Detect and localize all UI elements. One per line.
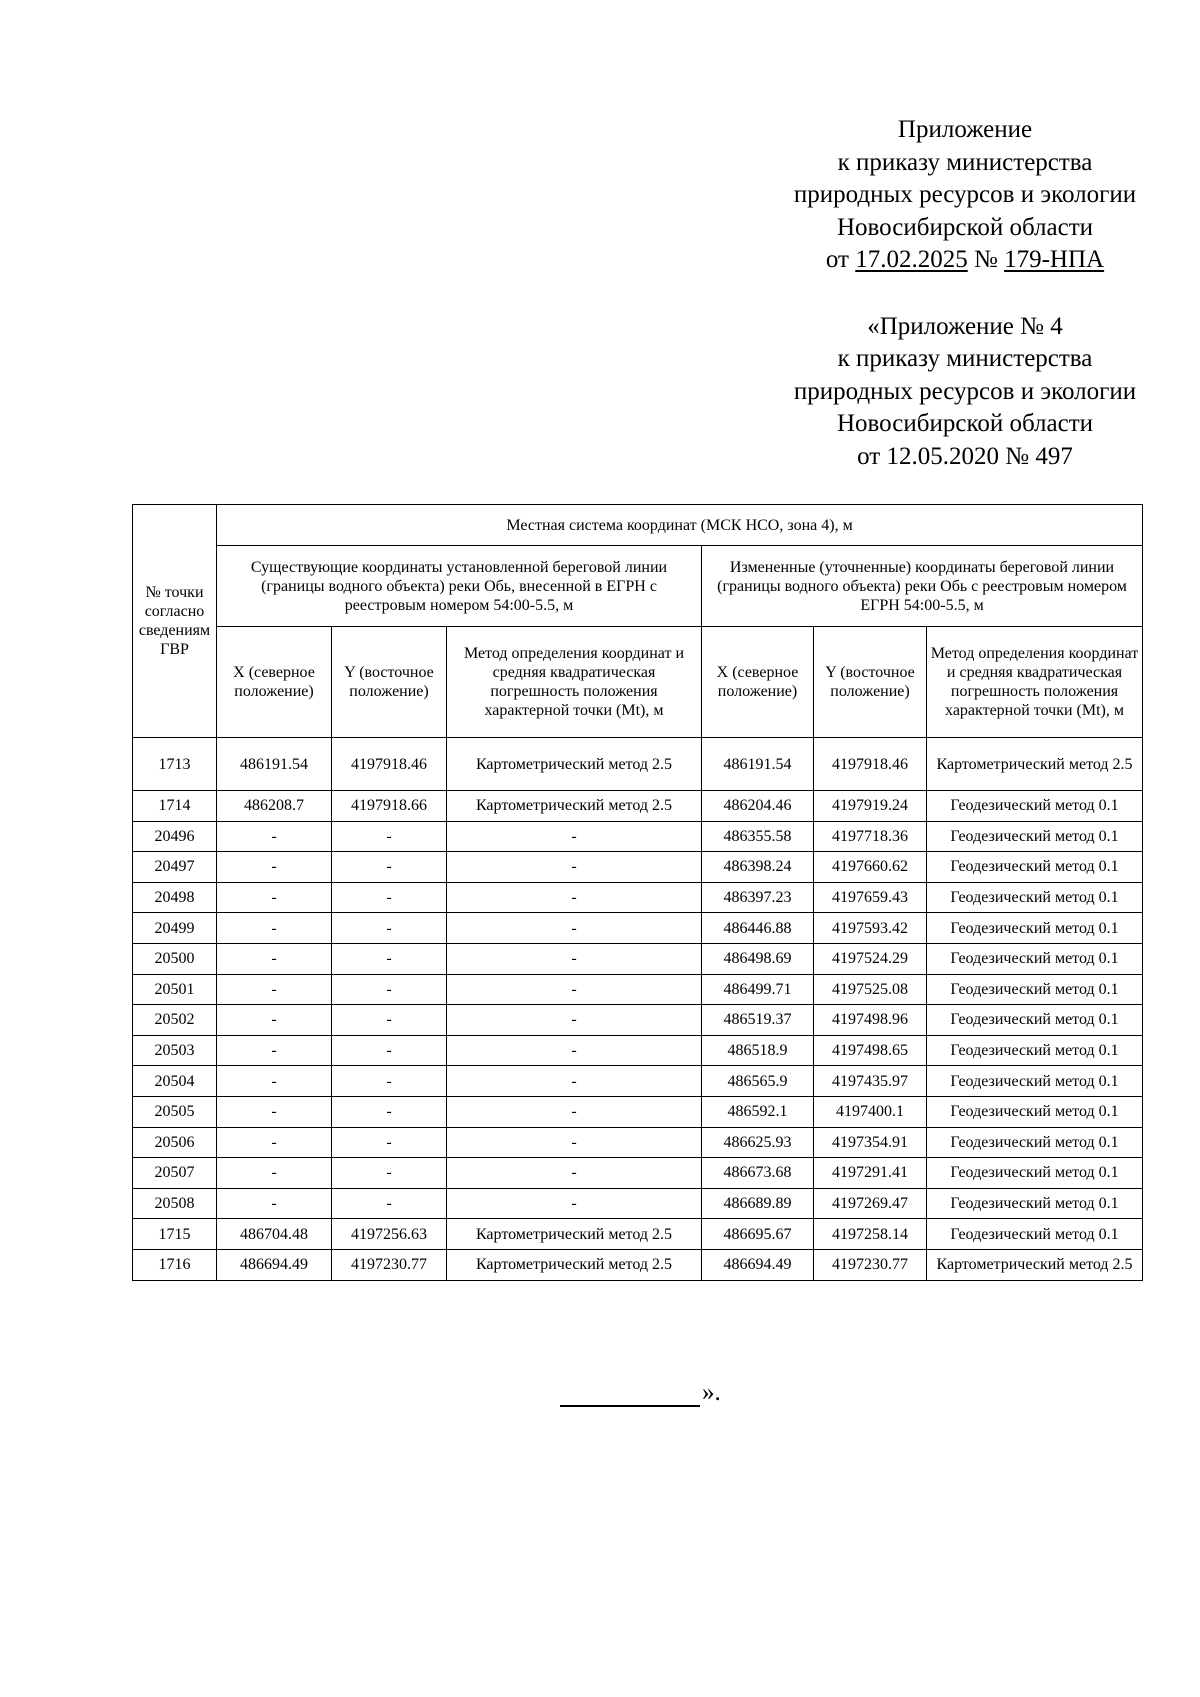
cell-existing-x: - — [217, 913, 332, 944]
cell-existing-x: 486704.48 — [217, 1219, 332, 1250]
cell-existing-method: Картометрический метод 2.5 — [447, 1219, 702, 1250]
cell-changed-x: 486355.58 — [702, 821, 814, 852]
cell-changed-method: Геодезический метод 0.1 — [927, 1066, 1143, 1097]
order-reference-line — [740, 244, 1190, 277]
cell-existing-y: - — [332, 913, 447, 944]
cell-changed-method: Геодезический метод 0.1 — [927, 1158, 1143, 1189]
cell-changed-method: Картометрический метод 2.5 — [927, 1249, 1143, 1280]
cell-changed-x: 486689.89 — [702, 1188, 814, 1219]
cell-existing-method: - — [447, 1188, 702, 1219]
header-line: Приложение — [897, 116, 1033, 143]
cell-changed-method: Геодезический метод 0.1 — [927, 1188, 1143, 1219]
cell-point-number: 1715 — [133, 1219, 217, 1250]
table-row — [133, 791, 1143, 822]
cell-point-number: 20505 — [133, 1096, 217, 1127]
cell-point-number: 20496 — [133, 821, 217, 852]
table-row — [133, 974, 1143, 1005]
cell-existing-x: - — [217, 882, 332, 913]
cell-existing-y: - — [332, 1035, 447, 1066]
cell-existing-x: - — [217, 1188, 332, 1219]
table-row — [133, 1066, 1143, 1097]
cell-changed-y: 4197269.47 — [814, 1188, 927, 1219]
cell-point-number: 20504 — [133, 1066, 217, 1097]
cell-point-number: 20498 — [133, 882, 217, 913]
cell-existing-x: - — [217, 1158, 332, 1189]
cell-existing-y: 4197918.66 — [332, 791, 447, 822]
order-header — [740, 114, 1190, 473]
cell-changed-y: 4197498.65 — [814, 1035, 927, 1066]
cell-changed-x: 486397.23 — [702, 882, 814, 913]
annex-line: «Приложение № 4 — [867, 312, 1063, 340]
cell-changed-method: Геодезический метод 0.1 — [927, 1219, 1143, 1250]
cell-existing-method: - — [447, 974, 702, 1005]
cell-existing-method: - — [447, 1035, 702, 1066]
cell-existing-method: - — [447, 1096, 702, 1127]
column-header-existing-coordinates: Существующие координаты установленной береговой линии (границы водного объекта) реки Обь, внесенной в ЕГРН с реестровым номером 54:00-5.5, м — [217, 546, 702, 627]
cell-existing-y: 4197918.46 — [332, 738, 447, 791]
cell-changed-x: 486398.24 — [702, 852, 814, 883]
cell-existing-method: - — [447, 1127, 702, 1158]
cell-changed-x: 486498.69 — [702, 943, 814, 974]
cell-changed-x: 486625.93 — [702, 1127, 814, 1158]
column-header-changed-coordinates: Измененные (уточненные) координаты береговой линии (границы водного объекта) реки Обь с реестровым номером ЕГРН 54:00-5.5, м — [702, 546, 1143, 627]
cell-existing-x: - — [217, 1035, 332, 1066]
cell-changed-method: Геодезический метод 0.1 — [927, 882, 1143, 913]
cell-changed-y: 4197593.42 — [814, 913, 927, 944]
table-body — [133, 738, 1143, 1281]
cell-changed-y: 4197918.46 — [814, 738, 927, 791]
cell-changed-method: Геодезический метод 0.1 — [927, 913, 1143, 944]
cell-point-number: 20507 — [133, 1158, 217, 1189]
cell-changed-x: 486518.9 — [702, 1035, 814, 1066]
cell-changed-x: 486204.46 — [702, 791, 814, 822]
column-header-existing-x: X (северное положение) — [217, 627, 332, 738]
cell-existing-x: - — [217, 1066, 332, 1097]
cell-existing-method: Картометрический метод 2.5 — [447, 791, 702, 822]
cell-changed-x: 486695.67 — [702, 1219, 814, 1250]
cell-changed-method: Геодезический метод 0.1 — [927, 1127, 1143, 1158]
cell-point-number: 1716 — [133, 1249, 217, 1280]
cell-changed-y: 4197524.29 — [814, 943, 927, 974]
cell-existing-y: - — [332, 943, 447, 974]
header-spacer — [740, 277, 1190, 311]
cell-point-number: 20497 — [133, 852, 217, 883]
table-row — [133, 1035, 1143, 1066]
cell-existing-x: 486694.49 — [217, 1249, 332, 1280]
header-line: Новосибирской области — [836, 213, 1094, 241]
table-row — [133, 1219, 1143, 1250]
table-row — [133, 1096, 1143, 1127]
cell-existing-y: - — [332, 1127, 447, 1158]
cell-point-number: 20506 — [133, 1127, 217, 1158]
cell-changed-y: 4197291.41 — [814, 1158, 927, 1189]
cell-changed-x: 486592.1 — [702, 1096, 814, 1127]
cell-existing-method: - — [447, 821, 702, 852]
cell-changed-x: 486519.37 — [702, 1005, 814, 1036]
cell-existing-x: - — [217, 1005, 332, 1036]
cell-existing-method: - — [447, 943, 702, 974]
cell-existing-x: - — [217, 821, 332, 852]
cell-existing-y: - — [332, 852, 447, 883]
cell-changed-method: Геодезический метод 0.1 — [927, 974, 1143, 1005]
cell-point-number: 20503 — [133, 1035, 217, 1066]
cell-existing-y: - — [332, 882, 447, 913]
cell-changed-y: 4197659.43 — [814, 882, 927, 913]
cell-existing-y: 4197256.63 — [332, 1219, 447, 1250]
cell-existing-x: 486208.7 — [217, 791, 332, 822]
cell-changed-x: 486446.88 — [702, 913, 814, 944]
cell-existing-y: 4197230.77 — [332, 1249, 447, 1280]
annex-line: к приказу министерства — [837, 345, 1093, 372]
cell-changed-method: Геодезический метод 0.1 — [927, 852, 1143, 883]
cell-existing-x: - — [217, 1127, 332, 1158]
cell-changed-x: 486191.54 — [702, 738, 814, 791]
table-row — [133, 852, 1143, 883]
table-row — [133, 1249, 1143, 1280]
order-prefix: от — [825, 246, 856, 273]
cell-existing-method: - — [447, 1066, 702, 1097]
column-header-changed-method: Метод определения координат и средняя квадратическая погрешность положения характерной точки (Mt), м — [927, 627, 1143, 738]
column-header-changed-x: X (северное положение) — [702, 627, 814, 738]
cell-changed-method: Геодезический метод 0.1 — [927, 1035, 1143, 1066]
table-row — [133, 738, 1143, 791]
cell-changed-method: Геодезический метод 0.1 — [927, 943, 1143, 974]
cell-existing-x: - — [217, 852, 332, 883]
table-row — [133, 943, 1143, 974]
signature-blank-line — [560, 1379, 700, 1407]
cell-existing-method: - — [447, 1005, 702, 1036]
table-row — [133, 1005, 1143, 1036]
cell-changed-y: 4197230.77 — [814, 1249, 927, 1280]
cell-point-number: 20499 — [133, 913, 217, 944]
header-line: природных ресурсов и экологии — [793, 181, 1137, 208]
cell-changed-y: 4197354.91 — [814, 1127, 927, 1158]
footer-closing — [560, 1379, 721, 1407]
cell-point-number: 20501 — [133, 974, 217, 1005]
cell-existing-y: - — [332, 1188, 447, 1219]
closing-quote: ». — [702, 1379, 721, 1406]
cell-existing-method: Картометрический метод 2.5 — [447, 1249, 702, 1280]
cell-point-number: 20500 — [133, 943, 217, 974]
cell-changed-y: 4197435.97 — [814, 1066, 927, 1097]
cell-changed-method: Геодезический метод 0.1 — [927, 821, 1143, 852]
cell-changed-method: Геодезический метод 0.1 — [927, 791, 1143, 822]
cell-point-number: 1714 — [133, 791, 217, 822]
cell-changed-y: 4197718.36 — [814, 821, 927, 852]
order-no-sign: № — [967, 246, 1005, 273]
annex-line: природных ресурсов и экологии — [793, 377, 1137, 405]
table-row — [133, 1188, 1143, 1219]
cell-changed-y: 4197258.14 — [814, 1219, 927, 1250]
column-header-existing-y: Y (восточное положение) — [332, 627, 447, 738]
table-row — [133, 913, 1143, 944]
header-line: к приказу министерства — [837, 148, 1093, 176]
cell-existing-x: 486191.54 — [217, 738, 332, 791]
table-row — [133, 882, 1143, 913]
cell-existing-y: - — [332, 974, 447, 1005]
cell-point-number: 20508 — [133, 1188, 217, 1219]
order-date: 17.02.2025 — [855, 246, 968, 273]
cell-existing-x: - — [217, 974, 332, 1005]
table-row — [133, 1158, 1143, 1189]
cell-changed-y: 4197498.96 — [814, 1005, 927, 1036]
table-row — [133, 821, 1143, 852]
column-header-coordinate-system: Местная система координат (МСК НСО, зона 4), м — [217, 505, 1143, 546]
cell-point-number: 1713 — [133, 738, 217, 791]
cell-existing-y: - — [332, 1158, 447, 1189]
cell-changed-x: 486673.68 — [702, 1158, 814, 1189]
cell-existing-method: - — [447, 1158, 702, 1189]
order-number: 179-НПА — [1004, 246, 1105, 273]
cell-changed-method: Геодезический метод 0.1 — [927, 1096, 1143, 1127]
cell-existing-method: - — [447, 882, 702, 913]
annex-line: Новосибирской области — [836, 410, 1094, 437]
column-header-changed-y: Y (восточное положение) — [814, 627, 927, 738]
cell-changed-method: Картометрический метод 2.5 — [927, 738, 1143, 791]
cell-existing-y: - — [332, 1005, 447, 1036]
cell-point-number: 20502 — [133, 1005, 217, 1036]
column-header-point-number: № точки согласно сведениям ГВР — [133, 505, 217, 738]
cell-existing-x: - — [217, 943, 332, 974]
annex-line: от 12.05.2020 № 497 — [857, 442, 1073, 470]
cell-existing-y: - — [332, 1096, 447, 1127]
table-row — [133, 1127, 1143, 1158]
cell-changed-y: 4197525.08 — [814, 974, 927, 1005]
cell-changed-y: 4197919.24 — [814, 791, 927, 822]
cell-changed-method: Геодезический метод 0.1 — [927, 1005, 1143, 1036]
cell-existing-y: - — [332, 1066, 447, 1097]
cell-changed-x: 486499.71 — [702, 974, 814, 1005]
cell-existing-method: - — [447, 852, 702, 883]
column-header-existing-method: Метод определения координат и средняя квадратическая погрешность положения характерной точки (Mt), м — [447, 627, 702, 738]
cell-changed-x: 486565.9 — [702, 1066, 814, 1097]
coordinates-table — [132, 504, 1143, 1281]
cell-existing-y: - — [332, 821, 447, 852]
cell-existing-x: - — [217, 1096, 332, 1127]
cell-existing-method: - — [447, 913, 702, 944]
cell-existing-method: Картометрический метод 2.5 — [447, 738, 702, 791]
cell-changed-x: 486694.49 — [702, 1249, 814, 1280]
cell-changed-y: 4197400.1 — [814, 1096, 927, 1127]
cell-changed-y: 4197660.62 — [814, 852, 927, 883]
